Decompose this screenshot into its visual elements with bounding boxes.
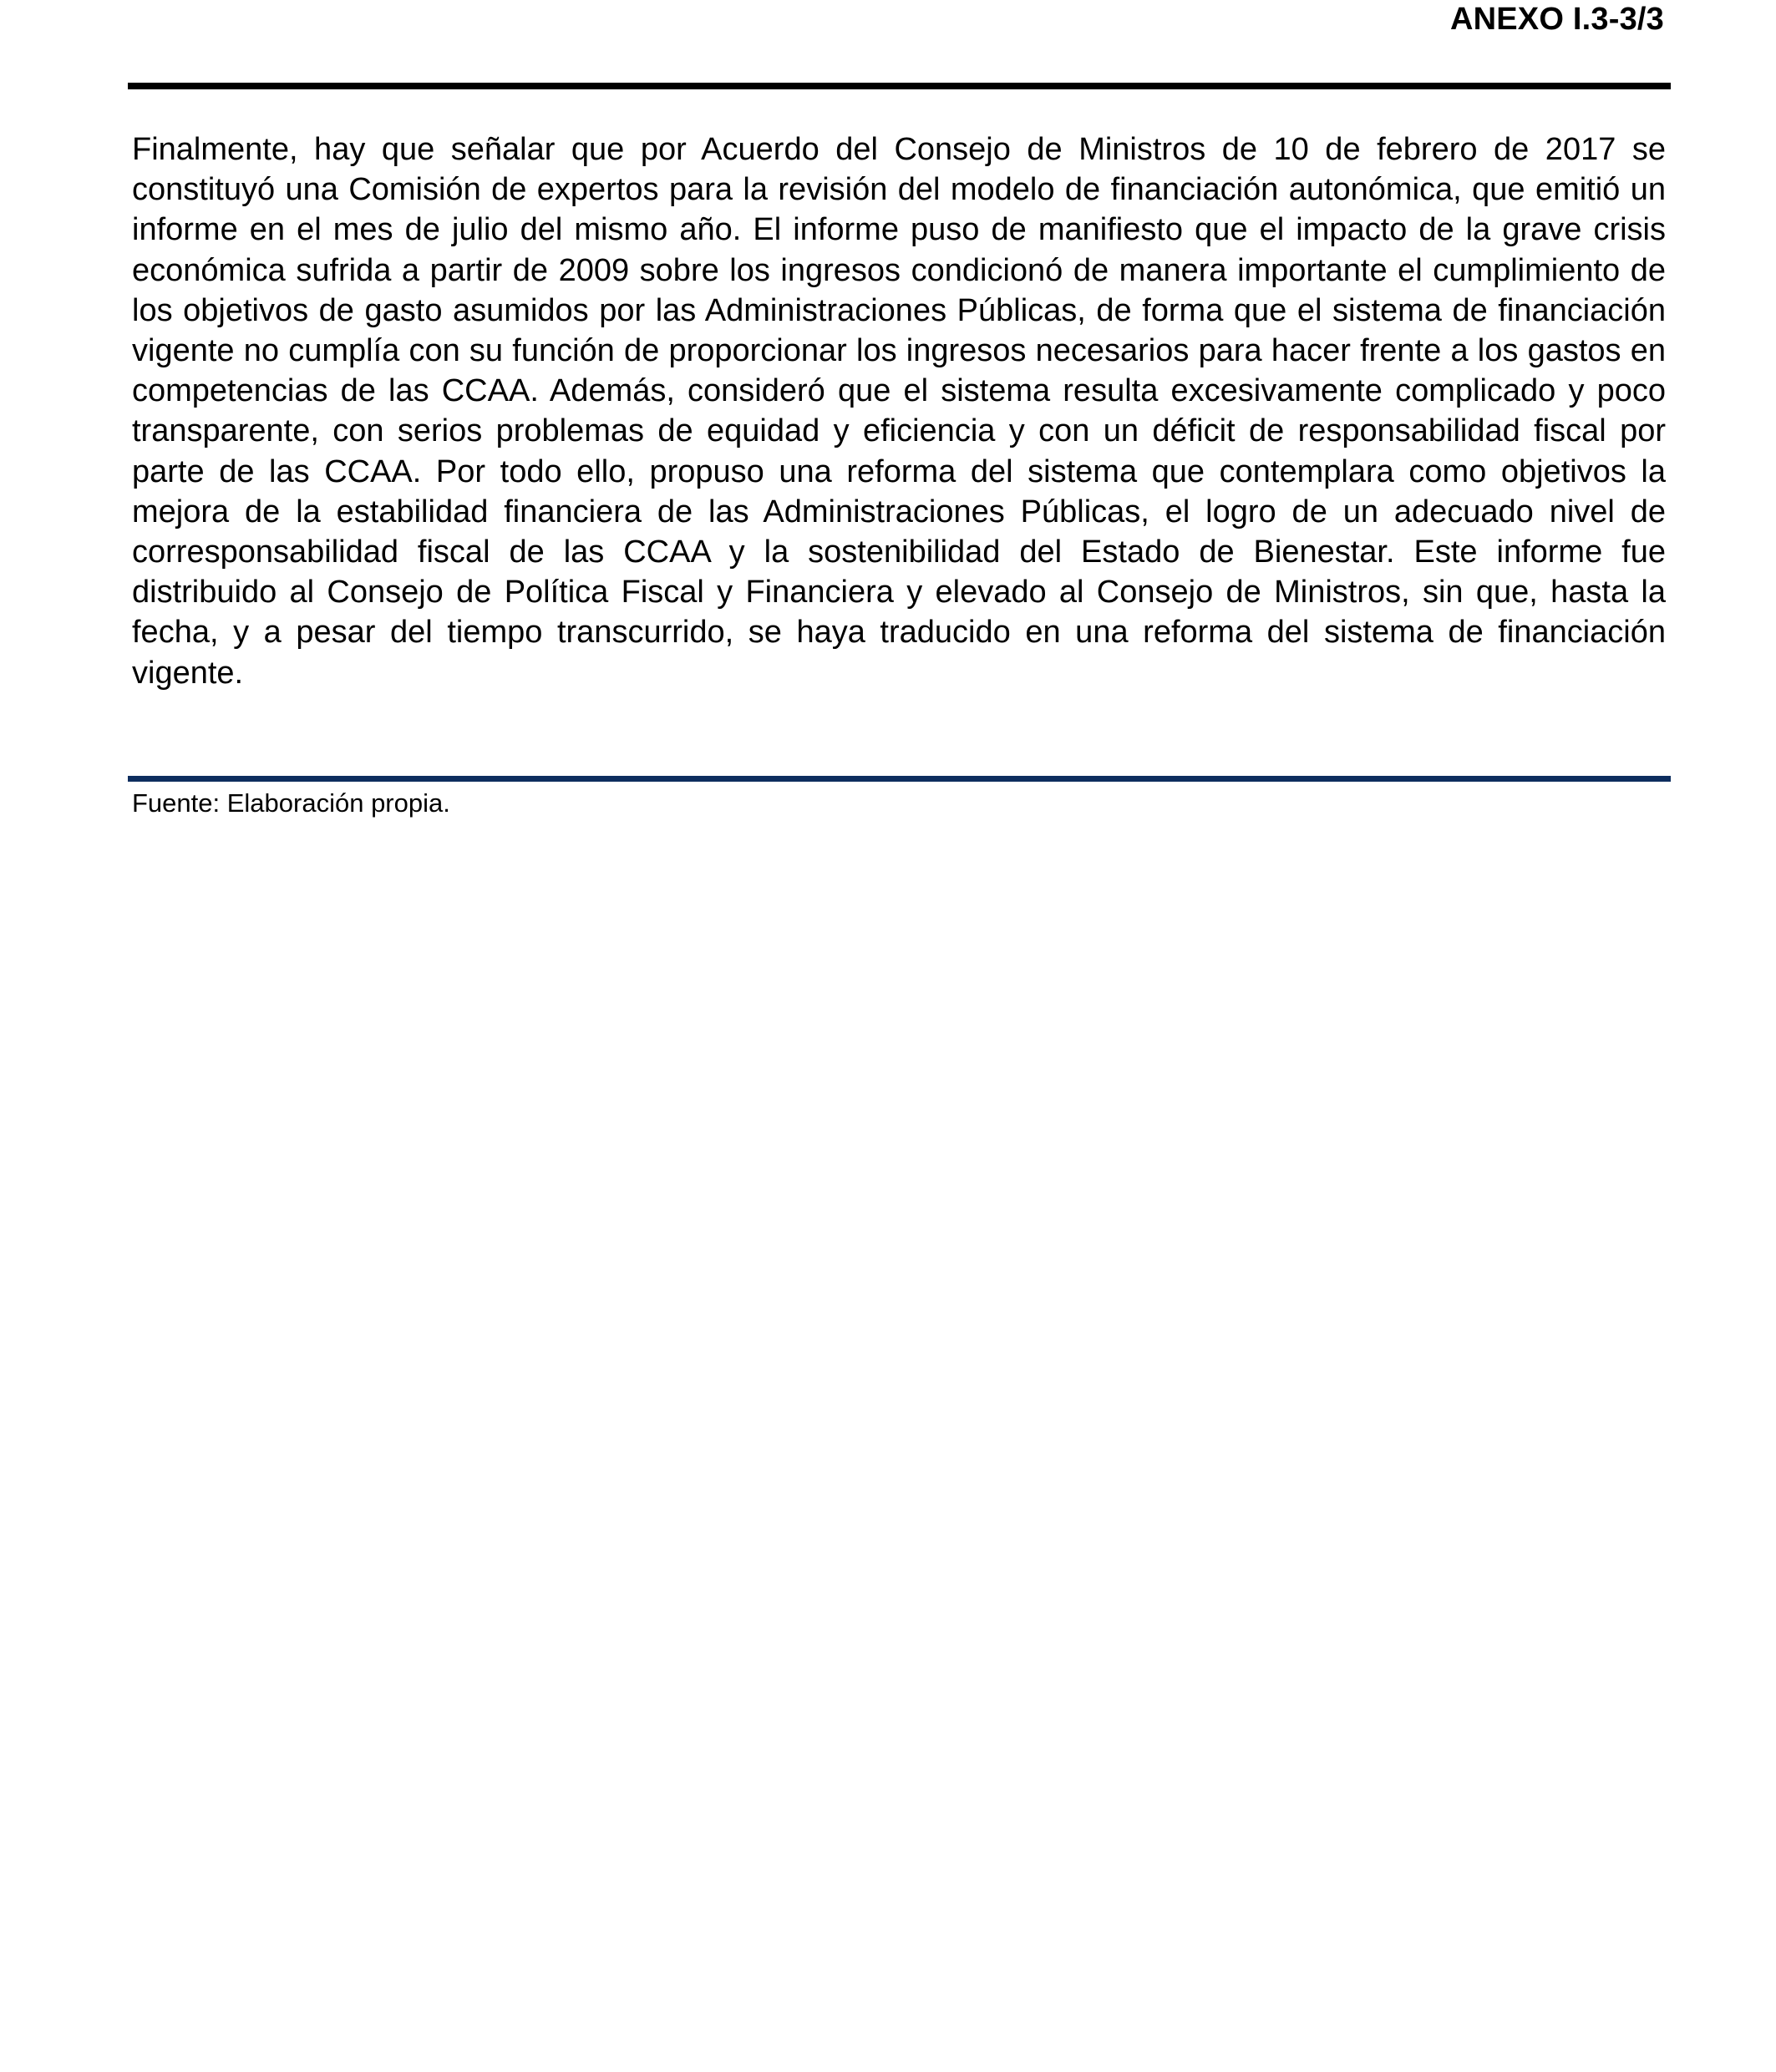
annex-label: ANEXO I.3-3/3 xyxy=(1449,2,1664,37)
source-note: Fuente: Elaboración propia. xyxy=(132,788,450,818)
body-paragraph: Finalmente, hay que señalar que por Acuerdo del Consejo de Ministros de 10 de febrero de 2017 se constituyó una Comisión de expertos para la revisión del modelo de financiación autonómica, que emitió un informe en el mes de julio del mismo año. El informe puso de manifiesto que el impacto de la grave crisis económica sufrida a partir de 2009 sobre los ingresos condicionó de manera importante el cumplimiento de los objetivos de gasto asumidos por las Administraciones Públicas, de forma que el sistema de financiación vigente no cumplía con su función de proporcionar los ingresos necesarios para hacer frente a los gastos en competencias de las CCAA. Además, consideró que el sistema resulta excesivamente complicado y poco transparente, con serios problemas de equidad y eficiencia y con un déficit de responsabilidad fiscal por parte de las CCAA. Por todo ello, propuso una reforma del sistema que contemplara como objetivos la mejora de la estabilidad financiera de las Administraciones Públicas, el logro de un adecuado nivel de corresponsabilidad fiscal de las CCAA y la sostenibilidad del Estado de Bienestar. Este informe fue distribuido al Consejo de Política Fiscal y Financiera y elevado al Consejo de Ministros, sin que, hasta la fecha, y a pesar del tiempo transcurrido, se haya traducido en una reforma del sistema de financiación vigente. xyxy=(132,132,1666,691)
top-divider xyxy=(128,83,1671,89)
bottom-divider xyxy=(128,776,1671,782)
